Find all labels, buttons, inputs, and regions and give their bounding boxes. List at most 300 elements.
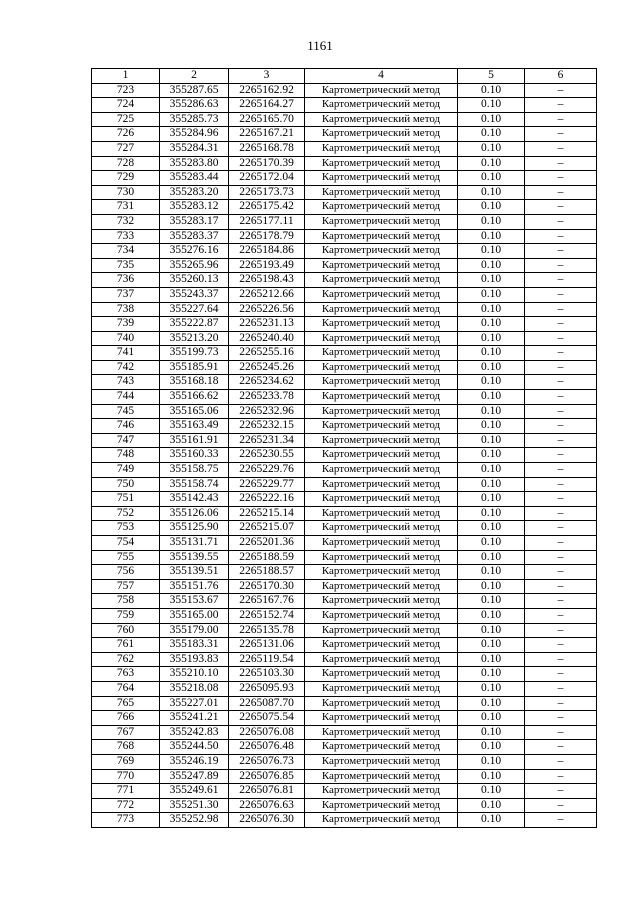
table-row	[92, 754, 597, 769]
table-row	[92, 448, 597, 463]
y-coordinate-cell: 2265172.04	[229, 171, 305, 186]
point-number-cell: 771	[92, 784, 160, 799]
note-cell: –	[525, 317, 597, 332]
accuracy-cell: 0.10	[458, 448, 525, 463]
x-coordinate-cell: 355142.43	[160, 492, 229, 507]
method-cell: Картометрический метод	[305, 287, 458, 302]
point-number-cell: 742	[92, 360, 160, 375]
note-cell: –	[525, 536, 597, 551]
method-cell: Картометрический метод	[305, 171, 458, 186]
note-cell: –	[525, 419, 597, 434]
method-cell: Картометрический метод	[305, 813, 458, 828]
y-coordinate-cell: 2265215.07	[229, 521, 305, 536]
note-cell: –	[525, 638, 597, 653]
accuracy-cell: 0.10	[458, 681, 525, 696]
table-row	[92, 608, 597, 623]
note-cell: –	[525, 229, 597, 244]
x-coordinate-cell: 355139.55	[160, 550, 229, 565]
x-coordinate-cell: 355227.01	[160, 696, 229, 711]
y-coordinate-cell: 2265131.06	[229, 638, 305, 653]
table-header	[92, 69, 597, 84]
note-cell: –	[525, 813, 597, 828]
accuracy-cell: 0.10	[458, 506, 525, 521]
x-coordinate-cell: 355242.83	[160, 725, 229, 740]
x-coordinate-cell: 355199.73	[160, 346, 229, 361]
y-coordinate-cell: 2265076.30	[229, 813, 305, 828]
point-number-cell: 736	[92, 273, 160, 288]
table-row	[92, 521, 597, 536]
accuracy-cell: 0.10	[458, 419, 525, 434]
y-coordinate-cell: 2265167.21	[229, 127, 305, 142]
note-cell: –	[525, 360, 597, 375]
accuracy-cell: 0.10	[458, 477, 525, 492]
y-coordinate-cell: 2265232.15	[229, 419, 305, 434]
accuracy-cell: 0.10	[458, 127, 525, 142]
table-row	[92, 360, 597, 375]
x-coordinate-cell: 355126.06	[160, 506, 229, 521]
table-row	[92, 127, 597, 142]
x-coordinate-cell: 355125.90	[160, 521, 229, 536]
y-coordinate-cell: 2265177.11	[229, 214, 305, 229]
note-cell: –	[525, 667, 597, 682]
x-coordinate-cell: 355247.89	[160, 769, 229, 784]
y-coordinate-cell: 2265167.76	[229, 594, 305, 609]
point-number-cell: 728	[92, 156, 160, 171]
y-coordinate-cell: 2265222.16	[229, 492, 305, 507]
point-number-cell: 744	[92, 390, 160, 405]
point-number-cell: 772	[92, 798, 160, 813]
x-coordinate-cell: 355193.83	[160, 652, 229, 667]
method-cell: Картометрический метод	[305, 711, 458, 726]
table-row	[92, 477, 597, 492]
point-number-cell: 754	[92, 536, 160, 551]
accuracy-cell: 0.10	[458, 623, 525, 638]
note-cell: –	[525, 652, 597, 667]
method-cell: Картометрический метод	[305, 112, 458, 127]
x-coordinate-cell: 355166.62	[160, 390, 229, 405]
y-coordinate-cell: 2265226.56	[229, 302, 305, 317]
x-coordinate-cell: 355283.12	[160, 200, 229, 215]
note-cell: –	[525, 156, 597, 171]
table-row	[92, 302, 597, 317]
y-coordinate-cell: 2265076.63	[229, 798, 305, 813]
table-row	[92, 506, 597, 521]
table-row	[92, 638, 597, 653]
table-row	[92, 492, 597, 507]
note-cell: –	[525, 696, 597, 711]
x-coordinate-cell: 355222.87	[160, 317, 229, 332]
accuracy-cell: 0.10	[458, 156, 525, 171]
accuracy-cell: 0.10	[458, 244, 525, 259]
column-header-3: 3	[229, 69, 305, 84]
note-cell: –	[525, 565, 597, 580]
accuracy-cell: 0.10	[458, 798, 525, 813]
method-cell: Картометрический метод	[305, 273, 458, 288]
accuracy-cell: 0.10	[458, 98, 525, 113]
x-coordinate-cell: 355161.91	[160, 433, 229, 448]
point-number-cell: 769	[92, 754, 160, 769]
accuracy-cell: 0.10	[458, 346, 525, 361]
point-number-cell: 738	[92, 302, 160, 317]
method-cell: Картометрический метод	[305, 521, 458, 536]
method-cell: Картометрический метод	[305, 258, 458, 273]
accuracy-cell: 0.10	[458, 185, 525, 200]
method-cell: Картометрический метод	[305, 769, 458, 784]
point-number-cell: 731	[92, 200, 160, 215]
y-coordinate-cell: 2265170.30	[229, 579, 305, 594]
x-coordinate-cell: 355260.13	[160, 273, 229, 288]
table-row	[92, 244, 597, 259]
x-coordinate-cell: 355139.51	[160, 565, 229, 580]
note-cell: –	[525, 244, 597, 259]
note-cell: –	[525, 608, 597, 623]
table-row	[92, 594, 597, 609]
table-row	[92, 112, 597, 127]
note-cell: –	[525, 141, 597, 156]
x-coordinate-cell: 355249.61	[160, 784, 229, 799]
method-cell: Картометрический метод	[305, 244, 458, 259]
accuracy-cell: 0.10	[458, 112, 525, 127]
note-cell: –	[525, 185, 597, 200]
y-coordinate-cell: 2265135.78	[229, 623, 305, 638]
point-number-cell: 773	[92, 813, 160, 828]
column-header-5: 5	[458, 69, 525, 84]
x-coordinate-cell: 355244.50	[160, 740, 229, 755]
table-row	[92, 258, 597, 273]
note-cell: –	[525, 390, 597, 405]
y-coordinate-cell: 2265087.70	[229, 696, 305, 711]
y-coordinate-cell: 2265162.92	[229, 83, 305, 98]
point-number-cell: 756	[92, 565, 160, 580]
accuracy-cell: 0.10	[458, 711, 525, 726]
accuracy-cell: 0.10	[458, 390, 525, 405]
method-cell: Картометрический метод	[305, 725, 458, 740]
table-row	[92, 725, 597, 740]
accuracy-cell: 0.10	[458, 331, 525, 346]
y-coordinate-cell: 2265184.86	[229, 244, 305, 259]
accuracy-cell: 0.10	[458, 652, 525, 667]
coordinates-table	[91, 68, 597, 828]
method-cell: Картометрический метод	[305, 346, 458, 361]
table-row	[92, 433, 597, 448]
point-number-cell: 759	[92, 608, 160, 623]
y-coordinate-cell: 2265188.59	[229, 550, 305, 565]
note-cell: –	[525, 754, 597, 769]
accuracy-cell: 0.10	[458, 375, 525, 390]
accuracy-cell: 0.10	[458, 813, 525, 828]
note-cell: –	[525, 273, 597, 288]
method-cell: Картометрический метод	[305, 798, 458, 813]
point-number-cell: 745	[92, 404, 160, 419]
note-cell: –	[525, 725, 597, 740]
point-number-cell: 747	[92, 433, 160, 448]
method-cell: Картометрический метод	[305, 360, 458, 375]
y-coordinate-cell: 2265178.79	[229, 229, 305, 244]
accuracy-cell: 0.10	[458, 579, 525, 594]
accuracy-cell: 0.10	[458, 550, 525, 565]
accuracy-cell: 0.10	[458, 273, 525, 288]
y-coordinate-cell: 2265164.27	[229, 98, 305, 113]
y-coordinate-cell: 2265234.62	[229, 375, 305, 390]
method-cell: Картометрический метод	[305, 754, 458, 769]
point-number-cell: 734	[92, 244, 160, 259]
method-cell: Картометрический метод	[305, 317, 458, 332]
y-coordinate-cell: 2265076.81	[229, 784, 305, 799]
table-row	[92, 229, 597, 244]
point-number-cell: 763	[92, 667, 160, 682]
point-number-cell: 723	[92, 83, 160, 98]
accuracy-cell: 0.10	[458, 83, 525, 98]
note-cell: –	[525, 302, 597, 317]
note-cell: –	[525, 127, 597, 142]
method-cell: Картометрический метод	[305, 185, 458, 200]
table-row	[92, 740, 597, 755]
note-cell: –	[525, 623, 597, 638]
method-cell: Картометрический метод	[305, 433, 458, 448]
y-coordinate-cell: 2265240.40	[229, 331, 305, 346]
point-number-cell: 727	[92, 141, 160, 156]
y-coordinate-cell: 2265229.77	[229, 477, 305, 492]
y-coordinate-cell: 2265076.08	[229, 725, 305, 740]
column-header-6: 6	[525, 69, 597, 84]
x-coordinate-cell: 355183.31	[160, 638, 229, 653]
method-cell: Картометрический метод	[305, 404, 458, 419]
table-row	[92, 214, 597, 229]
x-coordinate-cell: 355286.63	[160, 98, 229, 113]
table-body	[92, 83, 597, 827]
column-header-1: 1	[92, 69, 160, 84]
x-coordinate-cell: 355158.74	[160, 477, 229, 492]
table-row	[92, 579, 597, 594]
table-row	[92, 185, 597, 200]
x-coordinate-cell: 355252.98	[160, 813, 229, 828]
accuracy-cell: 0.10	[458, 287, 525, 302]
table-row	[92, 667, 597, 682]
x-coordinate-cell: 355283.44	[160, 171, 229, 186]
point-number-cell: 739	[92, 317, 160, 332]
point-number-cell: 762	[92, 652, 160, 667]
table-row	[92, 784, 597, 799]
y-coordinate-cell: 2265170.39	[229, 156, 305, 171]
accuracy-cell: 0.10	[458, 317, 525, 332]
note-cell: –	[525, 200, 597, 215]
note-cell: –	[525, 477, 597, 492]
method-cell: Картометрический метод	[305, 536, 458, 551]
note-cell: –	[525, 579, 597, 594]
table-row	[92, 769, 597, 784]
column-header-2: 2	[160, 69, 229, 84]
point-number-cell: 751	[92, 492, 160, 507]
table-row	[92, 98, 597, 113]
point-number-cell: 732	[92, 214, 160, 229]
table-row	[92, 390, 597, 405]
point-number-cell: 730	[92, 185, 160, 200]
y-coordinate-cell: 2265198.43	[229, 273, 305, 288]
method-cell: Картометрический метод	[305, 229, 458, 244]
point-number-cell: 761	[92, 638, 160, 653]
x-coordinate-cell: 355283.17	[160, 214, 229, 229]
method-cell: Картометрический метод	[305, 463, 458, 478]
table-row	[92, 813, 597, 828]
table-row	[92, 623, 597, 638]
method-cell: Картометрический метод	[305, 156, 458, 171]
table-row	[92, 404, 597, 419]
accuracy-cell: 0.10	[458, 360, 525, 375]
y-coordinate-cell: 2265231.13	[229, 317, 305, 332]
note-cell: –	[525, 404, 597, 419]
accuracy-cell: 0.10	[458, 171, 525, 186]
point-number-cell: 743	[92, 375, 160, 390]
method-cell: Картометрический метод	[305, 638, 458, 653]
y-coordinate-cell: 2265201.36	[229, 536, 305, 551]
method-cell: Картометрический метод	[305, 83, 458, 98]
table-row	[92, 419, 597, 434]
x-coordinate-cell: 355241.21	[160, 711, 229, 726]
accuracy-cell: 0.10	[458, 492, 525, 507]
y-coordinate-cell: 2265103.30	[229, 667, 305, 682]
accuracy-cell: 0.10	[458, 638, 525, 653]
accuracy-cell: 0.10	[458, 200, 525, 215]
y-coordinate-cell: 2265173.73	[229, 185, 305, 200]
note-cell: –	[525, 740, 597, 755]
method-cell: Картометрический метод	[305, 667, 458, 682]
point-number-cell: 726	[92, 127, 160, 142]
x-coordinate-cell: 355185.91	[160, 360, 229, 375]
note-cell: –	[525, 463, 597, 478]
point-number-cell: 766	[92, 711, 160, 726]
accuracy-cell: 0.10	[458, 258, 525, 273]
accuracy-cell: 0.10	[458, 433, 525, 448]
accuracy-cell: 0.10	[458, 769, 525, 784]
table-row	[92, 287, 597, 302]
y-coordinate-cell: 2265076.48	[229, 740, 305, 755]
point-number-cell: 768	[92, 740, 160, 755]
point-number-cell: 752	[92, 506, 160, 521]
table-row	[92, 273, 597, 288]
note-cell: –	[525, 287, 597, 302]
x-coordinate-cell: 355287.65	[160, 83, 229, 98]
point-number-cell: 748	[92, 448, 160, 463]
note-cell: –	[525, 492, 597, 507]
method-cell: Картометрический метод	[305, 550, 458, 565]
method-cell: Картометрический метод	[305, 390, 458, 405]
y-coordinate-cell: 2265255.16	[229, 346, 305, 361]
x-coordinate-cell: 355210.10	[160, 667, 229, 682]
method-cell: Картометрический метод	[305, 214, 458, 229]
method-cell: Картометрический метод	[305, 623, 458, 638]
y-coordinate-cell: 2265212.66	[229, 287, 305, 302]
accuracy-cell: 0.10	[458, 608, 525, 623]
accuracy-cell: 0.10	[458, 404, 525, 419]
x-coordinate-cell: 355131.71	[160, 536, 229, 551]
x-coordinate-cell: 355218.08	[160, 681, 229, 696]
page-number: 1161	[307, 38, 333, 53]
point-number-cell: 757	[92, 579, 160, 594]
y-coordinate-cell: 2265175.42	[229, 200, 305, 215]
note-cell: –	[525, 375, 597, 390]
y-coordinate-cell: 2265215.14	[229, 506, 305, 521]
x-coordinate-cell: 355163.49	[160, 419, 229, 434]
y-coordinate-cell: 2265076.85	[229, 769, 305, 784]
table-row	[92, 317, 597, 332]
note-cell: –	[525, 798, 597, 813]
note-cell: –	[525, 83, 597, 98]
note-cell: –	[525, 594, 597, 609]
method-cell: Картометрический метод	[305, 375, 458, 390]
accuracy-cell: 0.10	[458, 696, 525, 711]
method-cell: Картометрический метод	[305, 594, 458, 609]
method-cell: Картометрический метод	[305, 565, 458, 580]
x-coordinate-cell: 355158.75	[160, 463, 229, 478]
point-number-cell: 749	[92, 463, 160, 478]
accuracy-cell: 0.10	[458, 740, 525, 755]
y-coordinate-cell: 2265231.34	[229, 433, 305, 448]
accuracy-cell: 0.10	[458, 536, 525, 551]
accuracy-cell: 0.10	[458, 754, 525, 769]
y-coordinate-cell: 2265188.57	[229, 565, 305, 580]
y-coordinate-cell: 2265165.70	[229, 112, 305, 127]
method-cell: Картометрический метод	[305, 448, 458, 463]
table-row	[92, 200, 597, 215]
note-cell: –	[525, 711, 597, 726]
table-row	[92, 565, 597, 580]
point-number-cell: 764	[92, 681, 160, 696]
x-coordinate-cell: 355243.37	[160, 287, 229, 302]
method-cell: Картометрический метод	[305, 784, 458, 799]
accuracy-cell: 0.10	[458, 229, 525, 244]
table-row	[92, 171, 597, 186]
point-number-cell: 755	[92, 550, 160, 565]
point-number-cell: 767	[92, 725, 160, 740]
accuracy-cell: 0.10	[458, 725, 525, 740]
note-cell: –	[525, 346, 597, 361]
x-coordinate-cell: 355265.96	[160, 258, 229, 273]
accuracy-cell: 0.10	[458, 141, 525, 156]
header-row	[92, 69, 597, 84]
point-number-cell: 735	[92, 258, 160, 273]
method-cell: Картометрический метод	[305, 200, 458, 215]
point-number-cell: 746	[92, 419, 160, 434]
table-row	[92, 536, 597, 551]
accuracy-cell: 0.10	[458, 214, 525, 229]
column-header-4: 4	[305, 69, 458, 84]
point-number-cell: 770	[92, 769, 160, 784]
table-row	[92, 798, 597, 813]
y-coordinate-cell: 2265075.54	[229, 711, 305, 726]
point-number-cell: 737	[92, 287, 160, 302]
y-coordinate-cell: 2265119.54	[229, 652, 305, 667]
y-coordinate-cell: 2265168.78	[229, 141, 305, 156]
point-number-cell: 765	[92, 696, 160, 711]
method-cell: Картометрический метод	[305, 127, 458, 142]
x-coordinate-cell: 355165.00	[160, 608, 229, 623]
y-coordinate-cell: 2265229.76	[229, 463, 305, 478]
table-row	[92, 346, 597, 361]
note-cell: –	[525, 171, 597, 186]
method-cell: Картометрический метод	[305, 141, 458, 156]
point-number-cell: 733	[92, 229, 160, 244]
table-row	[92, 331, 597, 346]
y-coordinate-cell: 2265095.93	[229, 681, 305, 696]
note-cell: –	[525, 784, 597, 799]
x-coordinate-cell: 355179.00	[160, 623, 229, 638]
x-coordinate-cell: 355284.96	[160, 127, 229, 142]
point-number-cell: 750	[92, 477, 160, 492]
table-row	[92, 696, 597, 711]
note-cell: –	[525, 98, 597, 113]
method-cell: Картометрический метод	[305, 652, 458, 667]
point-number-cell: 760	[92, 623, 160, 638]
